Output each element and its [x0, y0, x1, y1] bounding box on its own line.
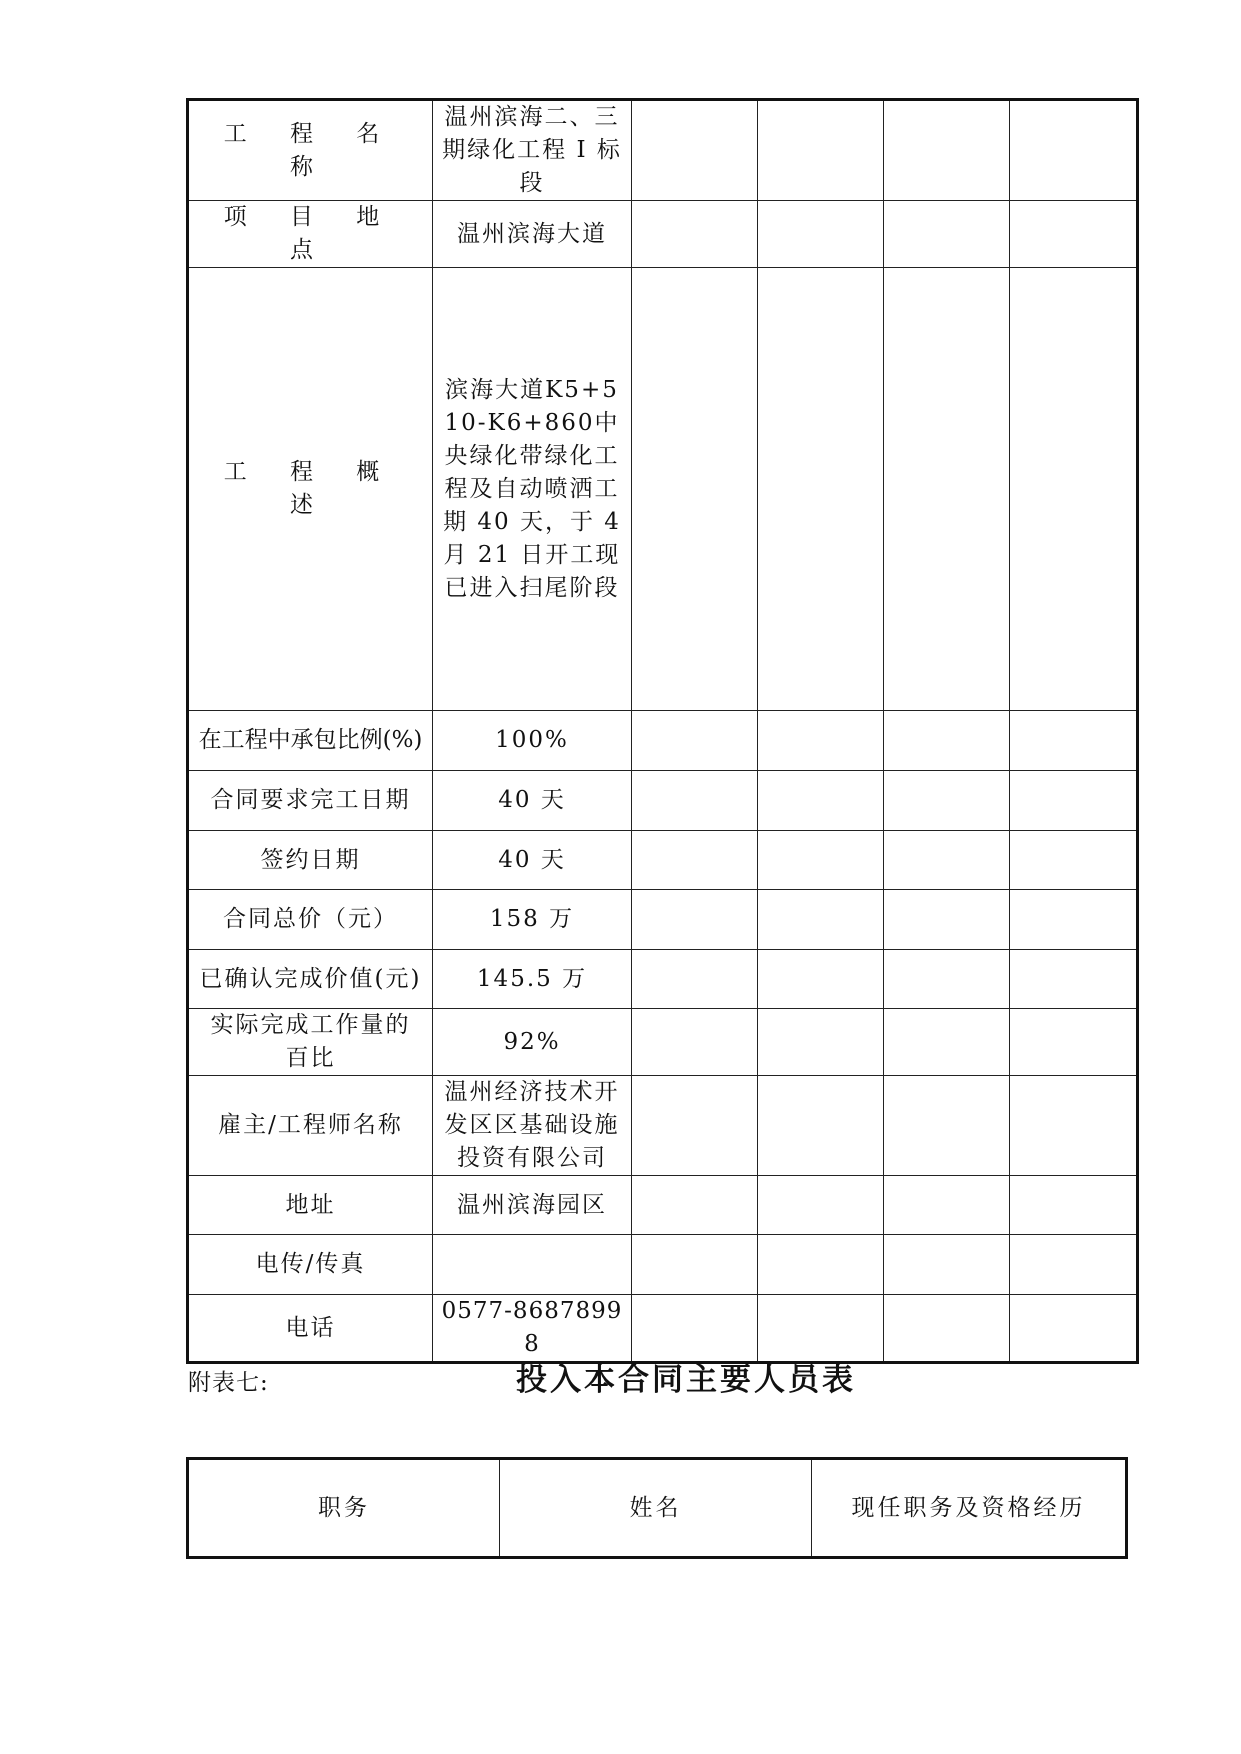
empty-cell: [1010, 1235, 1138, 1295]
empty-cell: [632, 201, 758, 268]
empty-cell: [1010, 1076, 1138, 1176]
row-label: 在工程中承包比例(%): [188, 711, 433, 771]
appendix-label: 附表七:: [188, 1370, 269, 1396]
staff-table-title: 投入本合同主要人员表: [516, 1362, 856, 1398]
empty-cell: [758, 1176, 884, 1235]
empty-cell: [1010, 711, 1138, 771]
empty-cell: [884, 1235, 1010, 1295]
row-value: 滨海大道K5+510-K6+860中央绿化带绿化工程及自动喷洒工期 40 天，于 4 月 21 日开工现已进入扫尾阶段: [433, 268, 632, 711]
row-value: 温州滨海大道: [433, 201, 632, 268]
row-label: 雇主/工程师名称: [188, 1076, 433, 1176]
empty-cell: [758, 1009, 884, 1076]
table-row: [188, 950, 1138, 1009]
row-label: 实际完成工作量的百比: [188, 1009, 433, 1076]
empty-cell: [632, 950, 758, 1009]
empty-cell: [884, 100, 1010, 201]
row-value: 0577-86878998: [433, 1295, 632, 1363]
empty-cell: [758, 268, 884, 711]
table-row: [188, 1009, 1138, 1076]
table-row: [188, 711, 1138, 771]
table-row: [188, 771, 1138, 831]
row-label: 电话: [188, 1295, 433, 1363]
row-value: [433, 1235, 632, 1295]
empty-cell: [632, 268, 758, 711]
empty-cell: [884, 950, 1010, 1009]
empty-cell: [758, 201, 884, 268]
header-current-role: 现任职务及资格经历: [812, 1459, 1127, 1558]
empty-cell: [884, 771, 1010, 831]
row-value: 温州经济技术开发区区基础设施投资有限公司: [433, 1076, 632, 1176]
empty-cell: [1010, 268, 1138, 711]
table-header-row: [188, 1459, 1127, 1558]
row-value: 温州滨海园区: [433, 1176, 632, 1235]
row-label: 签约日期: [188, 831, 433, 890]
empty-cell: [632, 100, 758, 201]
table-row: [188, 1235, 1138, 1295]
row-label: 地址: [188, 1176, 433, 1235]
header-position: 职务: [188, 1459, 500, 1558]
empty-cell: [1010, 890, 1138, 950]
row-label: 合同要求完工日期: [188, 771, 433, 831]
empty-cell: [884, 890, 1010, 950]
empty-cell: [884, 711, 1010, 771]
table-row: [188, 1076, 1138, 1176]
empty-cell: [1010, 771, 1138, 831]
empty-cell: [758, 771, 884, 831]
row-label: 项 目 地 点: [188, 201, 433, 268]
empty-cell: [758, 100, 884, 201]
row-value: 40 天: [433, 831, 632, 890]
empty-cell: [1010, 1295, 1138, 1363]
row-value: 145.5 万: [433, 950, 632, 1009]
empty-cell: [884, 1176, 1010, 1235]
row-label: 工 程 概 述: [188, 268, 433, 711]
empty-cell: [758, 1076, 884, 1176]
empty-cell: [884, 1076, 1010, 1176]
table-row: [188, 1295, 1138, 1363]
header-name: 姓名: [500, 1459, 812, 1558]
empty-cell: [1010, 831, 1138, 890]
table-row: [188, 100, 1138, 201]
empty-cell: [884, 1295, 1010, 1363]
empty-cell: [632, 1009, 758, 1076]
row-value: 158 万: [433, 890, 632, 950]
empty-cell: [1010, 950, 1138, 1009]
empty-cell: [758, 950, 884, 1009]
row-value: 40 天: [433, 771, 632, 831]
empty-cell: [1010, 201, 1138, 268]
table-row: [188, 890, 1138, 950]
empty-cell: [632, 1076, 758, 1176]
empty-cell: [1010, 100, 1138, 201]
table-row: [188, 831, 1138, 890]
empty-cell: [758, 831, 884, 890]
empty-cell: [1010, 1176, 1138, 1235]
empty-cell: [884, 1009, 1010, 1076]
empty-cell: [632, 711, 758, 771]
empty-cell: [632, 1235, 758, 1295]
empty-cell: [632, 1176, 758, 1235]
table-row: [188, 201, 1138, 268]
project-info-table: [186, 98, 1139, 1364]
row-value: 100%: [433, 711, 632, 771]
empty-cell: [758, 711, 884, 771]
row-value: 温州滨海二、三期绿化工程 I 标段: [433, 100, 632, 201]
staff-table: [186, 1457, 1128, 1559]
empty-cell: [632, 771, 758, 831]
table-row: [188, 1176, 1138, 1235]
empty-cell: [632, 831, 758, 890]
empty-cell: [1010, 1009, 1138, 1076]
empty-cell: [632, 890, 758, 950]
row-value: 92%: [433, 1009, 632, 1076]
row-label: 电传/传真: [188, 1235, 433, 1295]
row-label: 已确认完成价值(元): [188, 950, 433, 1009]
empty-cell: [758, 1295, 884, 1363]
empty-cell: [884, 831, 1010, 890]
empty-cell: [884, 268, 1010, 711]
row-label: 合同总价（元）: [188, 890, 433, 950]
empty-cell: [884, 201, 1010, 268]
empty-cell: [758, 1235, 884, 1295]
empty-cell: [758, 890, 884, 950]
empty-cell: [632, 1295, 758, 1363]
table-row: [188, 268, 1138, 711]
row-label: 工 程 名 称: [188, 100, 433, 201]
